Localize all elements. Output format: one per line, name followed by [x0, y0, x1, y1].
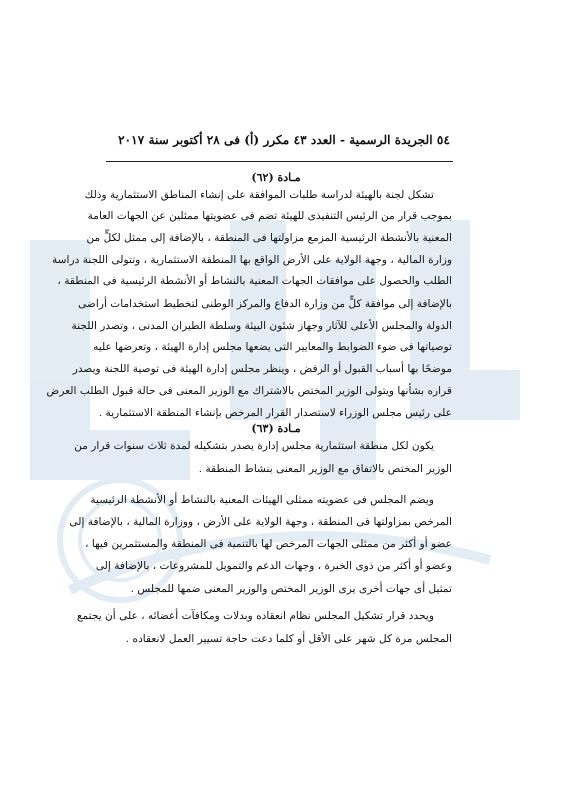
text-line: ويضم المجلس فى عضويته ممثلى الهيئات المعنية بالنشاط أو الأنشطة الرئيسية [90, 494, 434, 506]
text-line: الطلب والحصول على موافقات الجهات المعنية بالنشاط أو الأنشطة الرئيسية فى المنطقة ، [57, 275, 452, 287]
text-line: بالإضافة إلى موافقة كلٍّ من وزارة الدفاع والمركز الوطنى لتخطيط استخدامات أراضى [78, 298, 452, 310]
text-line: تمثيل أى جهات أخرى يرى الوزير المختص والوزير المعنى ضمها للمجلس . [130, 583, 452, 595]
text-line: قراره بشأنها ويتولى الوزير المختص بالاشتراك مع الوزير المعنى فى حالة قبول الطلب العرض [46, 385, 452, 397]
text-line: توصياتها فى ضوء الضوابط والمعايير التى يضعها مجلس إدارة الهيئة ، وتعرضها عليه [93, 341, 452, 353]
gazette-header: ٥٤ الجريدة الرسمية - العدد ٤٣ مكرر (أ) فى ٢٨ أكتوبر سنة ٢٠١٧ [118, 133, 450, 147]
text-line: بموجب قرار من الرئيس التنفيذى للهيئة تضم فى عضويتها ممثلين عن الجهات العامة [87, 210, 452, 222]
text-line: موضحًا بها أسباب القبول أو الرفض ، وينظر مجلس إدارة الهيئة فى توصية اللجنة ويصدر [72, 363, 452, 375]
text-line: يكون لكل منطقة استثمارية مجلس إدارة يصدر بتشكيله لمدة ثلاث سنوات قرار من [74, 440, 434, 452]
text-line: عضو أو أكثر من ممثلى الجهات المرخص لها بالتنمية فى المنطقة والمستثمرين فيها ، [85, 538, 452, 550]
text-line: على رئيس مجلس الوزراء لاستصدار القرار المرخص بإنشاء المنطقة الاستثمارية . [98, 407, 452, 419]
header-divider [106, 161, 453, 162]
text-line: الدولة والمجلس الأعلى للآثار وجهاز شئون البيئة وسلطة الطيران المدنى ، وتصدر اللجنة [71, 320, 452, 332]
text-line: الوزير المختص بالاتفاق مع الوزير المعنى بنشاط المنطقة . [198, 463, 452, 475]
text-line: المرخص بمزاولتها فى المنطقة ، وجهة الولاية على الأرض ، ووزارة المالية ، بالإضافة إلى [69, 516, 452, 528]
section-title: مـادة (٦٣) [251, 422, 301, 435]
text-line: تشكل لجنة بالهيئة لدراسة طلبات الموافقة على إنشاء المناطق الاستثمارية وذلك [84, 189, 434, 201]
text-line: وزارة المالية ، وجهة الولاية على الأرض الواقع بها المنطقة الاستثمارية ، وتتولى اللجنة دراسة [52, 254, 452, 266]
text-line: المعنية بالأنشطة الرئيسية المزمع مزاولتها فى المنطقة ، بالإضافة إلى ممثل لكلٍّ من [86, 232, 452, 244]
text-line: وعضو أو أكثر من ذوى الخبرة ، وجهات الدعم والتمويل للمشروعات ، بالإضافة إلى [95, 560, 452, 572]
text-line: المجلس مرة كل شهر على الأقل أو كلما دعت حاجة تسيير العمل لانعقاده . [125, 633, 452, 645]
text-line: ويحدد قرار تشكيل المجلس نظام انعقاده وبدلات ومكافآت أعضائه ، على أن يجتمع [76, 610, 434, 622]
section-title: مـادة (٦٢) [251, 171, 301, 184]
